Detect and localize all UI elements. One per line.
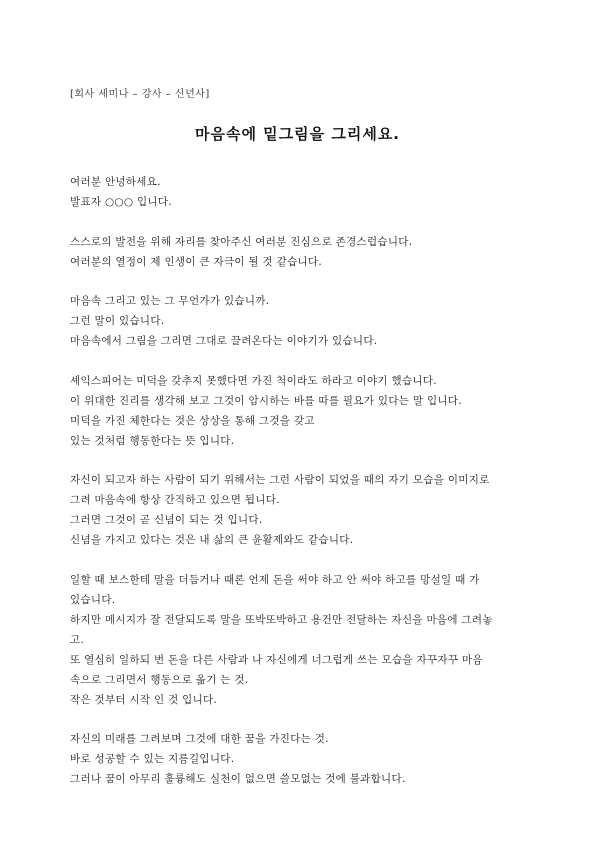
paragraph <box>70 470 530 550</box>
text-line: 있습니다. <box>70 593 116 606</box>
text-line: 셰익스피어는 미덕을 갖추지 못했다면 가진 척이라도 하라고 이야기 했습니다. <box>70 374 437 387</box>
text-line: 그려 마음속에 항상 간직하고 있으면 됩니다. <box>70 494 280 506</box>
text-line: 발표자 ○○○ 입니다. <box>70 196 172 208</box>
text-line: 자신의 미래를 그려보며 그것에 대한 꿈을 가진다는 것. <box>70 733 329 745</box>
seminar-header: [회사 세미나 – 강사 – 신년사] <box>70 89 210 100</box>
text-line: 일할 때 보스한테 말을 더듬거나 때론 언제 돈을 써야 하고 안 써야 하고를 망설일 때 가 <box>70 573 480 586</box>
paragraph <box>70 291 530 351</box>
text-line: 그러나 꿈이 아무리 훌륭해도 실천이 없으면 쓸모없는 것에 불과합니다. <box>70 773 406 785</box>
text-line: 스스로의 발전을 위해 자리를 찾아주신 여러분 진심으로 존경스럽습니다. <box>70 235 413 248</box>
paragraph <box>70 172 530 212</box>
paragraph <box>70 729 530 789</box>
text-line: 그러면 그것이 곧 신념이 되는 것 입니다. <box>70 514 263 526</box>
paragraph <box>70 232 530 272</box>
text-line: 속으로 그리면서 행동으로 옮기 는 것. <box>70 673 249 686</box>
text-line: 자신이 되고자 하는 사람이 되기 위해서는 그런 사람이 되었을 때의 자기 모습을 이미지로 <box>70 474 490 486</box>
text-line: 마음속 그리고 있는 그 무언가가 있습니까. <box>70 295 270 307</box>
paragraph <box>70 570 530 710</box>
text-line: 미덕을 가진 체한다는 것은 상상을 통해 그것을 갖고 <box>70 414 315 427</box>
text-line: 작은 것부터 시작 인 것 입니다. <box>70 693 218 706</box>
text-line: 또 열심히 일하되 번 돈을 다른 사람과 나 자신에게 너그럽게 쓰는 모습을 자꾸자꾸 마음 <box>70 653 483 666</box>
paragraph <box>70 371 530 451</box>
text-line: 있는 것처럼 행동한다는 뜻 입니다. <box>70 434 235 447</box>
text-line: 하지만 메시지가 잘 전달되도록 말을 또박또박하고 용건만 전달하는 자신을 마음에 그려놓 <box>70 613 493 626</box>
text-line: 여러분 안녕하세요. <box>70 176 161 188</box>
text-line: 마음속에서 그림을 그리면 그대로 끌려온다는 이야기가 있습니다. <box>70 335 378 347</box>
text-line: 신념을 가지고 있다는 것은 내 삶의 큰 윤활제와도 같습니다. <box>70 534 354 546</box>
document-title: 마음속에 밑그림을 그리세요. <box>194 125 401 143</box>
text-line: 그런 말이 있습니다. <box>70 315 165 327</box>
text-line: 이 위대한 진리를 생각해 보고 그것이 암시하는 바를 따를 필요가 있다는 말 입니다. <box>70 394 462 407</box>
text-line: 여러분의 열정이 제 인생이 큰 자극이 될 것 같습니다. <box>70 255 323 268</box>
document-body <box>70 172 530 789</box>
text-line: 바로 성공할 수 있는 지름길입니다. <box>70 753 235 765</box>
text-line: 고. <box>70 633 85 646</box>
